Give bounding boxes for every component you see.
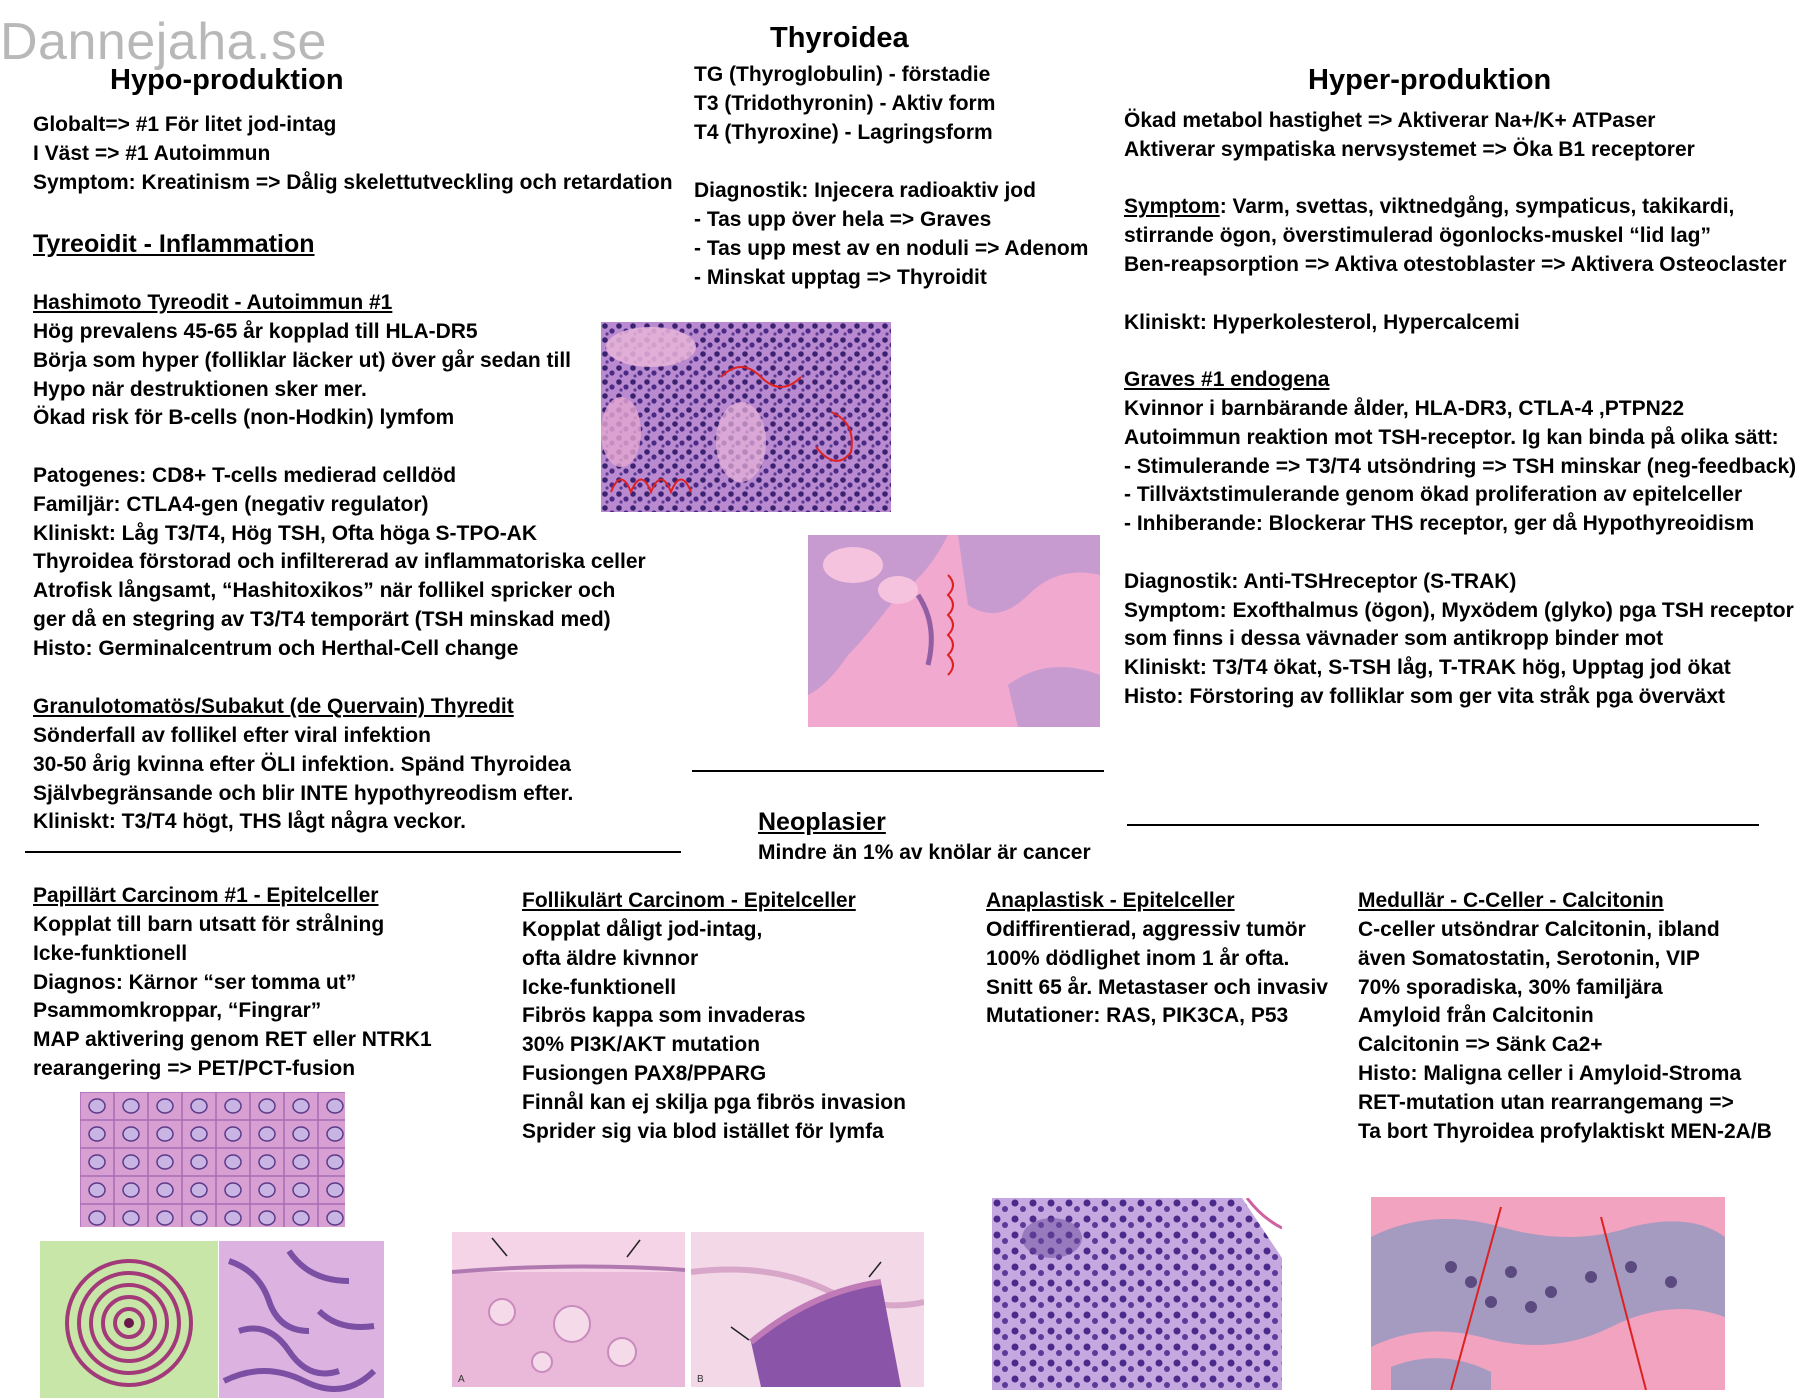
text-line: I Väst => #1 Autoimmun [33,141,271,165]
text-line: Sprider sig via blod istället för lymfa [522,1119,884,1143]
graves-title: Graves #1 endogena [1124,368,1330,391]
papillar-histology-svg-2 [219,1241,384,1398]
text-line: T4 (Thyroxine) - Lagringsform [694,120,993,144]
text-line: ofta äldre kivnnor [522,946,699,970]
text-line: Psammomkroppar, “Fingrar” [33,999,322,1023]
text-line: C-celler utsöndrar Calcitonin, ibland [1358,918,1720,941]
text-line: Icke-funktionell [522,975,677,999]
neoplasier-subtitle: Mindre än 1% av knölar är cancer [758,841,1091,864]
page-title: Thyroidea [770,22,909,54]
text-line: Diagnos: Kärnor “ser tomma ut” [33,970,357,994]
papillar-histology-svg-1 [80,1092,345,1227]
text-line: Ökad metabol hastighet => Aktiverar Na+/K+ ATPaser [1124,109,1656,132]
hashimoto-body [33,318,646,664]
text-line: Mutationer: RAS, PIK3CA, P53 [986,1004,1289,1028]
medullar-body [1358,916,1772,1146]
granulomatous-title: Granulotomatös/Subakut (de Quervain) Thyredit [33,695,514,718]
text-line: Atrofisk långsamt, “Hashitoxikos” när follikel spricker och [33,579,616,603]
tyreoidit-section-title: Tyreoidit - Inflammation [33,230,315,258]
hashimoto-histology-image [601,322,891,512]
anaplastisk-title: Anaplastisk - Epitelceller [986,889,1235,912]
text-line: - Inhiberande: Blockerar THS receptor, ger då Hypothyreoidism [1124,512,1755,536]
hyper-heading: Hyper-produktion [1308,64,1552,96]
separator-right [1127,824,1759,826]
hormones-list [694,61,995,147]
text-line [33,433,646,462]
text-line: stirrande ögon, överstimulerad ögonlocks-muskel “lid lag” [1124,224,1711,248]
text-line: - Stimulerande => T3/T4 utsöndring => TSH minskar (neg-feedback) [1124,454,1797,478]
text-line [1124,165,1787,194]
text-line: Ben-reapsorption => Aktiva otestoblaster => Aktivera Osteoclaster [1124,252,1787,276]
text-line: Amyloid från Calcitonin [1358,1004,1594,1028]
text-line: Familjär: CTLA4-gen (negativ regulator) [33,492,429,516]
text-line: Histo: Germinalcentrum och Herthal-Cell change [33,636,519,660]
text-line: - Tas upp över hela => Graves [694,208,992,231]
text-line: TG (Thyroglobulin) - förstadie [694,63,991,86]
text-line: Snitt 65 år. Metastaser och invasiv [986,975,1328,999]
text-line: Symptom: Varm, svettas, viktnedgång, sympaticus, takikardi, [1124,195,1735,219]
text-line: 30% PI3K/AKT mutation [522,1033,761,1057]
diagnostik-block [694,177,1036,206]
hashimoto-title: Hashimoto Tyreodit - Autoimmun #1 [33,291,393,314]
graves-histology-image [808,535,1100,727]
papillar-body [33,911,432,1084]
psammoma-body-image [40,1241,218,1398]
neoplasier-title: Neoplasier [758,808,886,836]
psammoma-body-svg [40,1241,218,1398]
follicular-histology-svg-a [452,1232,685,1387]
text-line: Kliniskt: T3/T4 ökat, S-TSH låg, T-TRAK hög, Upptag jod ökat [1124,656,1731,680]
medullary-histology-image [1371,1197,1725,1390]
text-line: Kliniskt: Hyperkolesterol, Hypercalcemi [1124,310,1520,334]
text-line: Symptom: Exofthalmus (ögon), Myxödem (glyko) pga TSH receptor [1124,598,1794,622]
text-line: Histo: Förstoring av folliklar som ger vita stråk pga överväxt [1124,684,1726,708]
text-line: Kliniskt: T3/T4 högt, THS lågt några veckor. [33,810,466,834]
text-line: Globalt=> #1 För litet jod-intag [33,113,337,136]
text-line: Sönderfall av follikel efter viral infektion [33,724,431,747]
text-line: Självbegränsande och blir INTE hypothyreodism efter. [33,781,574,805]
text-line: Finnål kan ej skilja pga fibrös invasion [522,1090,906,1114]
text-line: Icke-funktionell [33,941,188,965]
text-line: Börja som hyper (folliklar läcker ut) över går sedan till [33,348,572,372]
text-line: Kliniskt: Låg T3/T4, Hög TSH, Ofta höga S-TPO-AK [33,521,538,545]
medullary-histology-svg [1371,1197,1725,1390]
hypo-heading: Hypo-produktion [110,64,344,96]
text-line: Kvinnor i barnbärande ålder, HLA-DR3, CTLA-4 ,PTPN22 [1124,397,1685,420]
text-line: Odiffirentierad, aggressiv tumör [986,918,1306,941]
text-line: T3 (Tridothyronin) - Aktiv form [694,91,996,115]
hypo-intro [33,111,673,197]
text-line: Thyroidea förstorad och infiltererad av inflammatoriska celler [33,550,646,574]
text-line: rearangering => PET/PCT-fusion [33,1056,356,1080]
anaplastisk-body [986,916,1328,1031]
follicular-label-a: A [458,1374,465,1385]
granulomatous-body [33,722,573,837]
diagnostik-items [694,206,1088,292]
papillar-histology-image-2 [219,1241,384,1398]
anaplastic-histology-svg [992,1198,1282,1390]
papillar-histology-image-1 [80,1092,345,1227]
text-line: MAP aktivering genom RET eller NTRK1 [33,1028,432,1052]
follicular-histology-image-a [452,1232,685,1387]
text-line [1124,539,1796,568]
follikular-title: Follikulärt Carcinom - Epitelceller [522,889,856,912]
papillar-title: Papillärt Carcinom #1 - Epitelceller [33,884,379,907]
text-line: RET-mutation utan rearrangemang => [1358,1090,1734,1114]
text-line: Patogenes: CD8+ T-cells medierad celldöd [33,463,457,487]
text-line: Kopplat till barn utsatt för strålning [33,913,385,936]
text-line: Kopplat dåligt jod-intag, [522,918,763,941]
text-line: Ökad risk för B-cells (non-Hodkin) lymfom [33,406,455,430]
separator-left [25,851,681,853]
follicular-histology-image-b [691,1232,924,1387]
anaplastic-histology-image [992,1198,1282,1390]
text-line: Calcitonin => Sänk Ca2+ [1358,1033,1603,1057]
text-line: Hög prevalens 45-65 år kopplad till HLA-DR5 [33,320,478,343]
text-line: - Tillväxtstimulerande genom ökad proliferation av epitelceller [1124,483,1743,507]
text-line: - Tas upp mest av en noduli => Adenom [694,236,1089,260]
diagnostik-label: Diagnostik: [694,179,809,202]
text-line: Diagnostik: Anti-TSHreceptor (S-TRAK) [1124,569,1517,593]
follicular-label-b: B [697,1374,704,1385]
follikular-body [522,916,906,1146]
text-line: som finns i dessa vävnader som antikropp binder mot [1124,627,1664,651]
hyper-body [1124,107,1787,337]
hashimoto-histology-svg [601,322,891,512]
text-line: ger då en stegring av T3/T4 temporärt (TSH minskad med) [33,607,611,631]
text-line: Fibrös kappa som invaderas [522,1004,806,1028]
text-line: Histo: Maligna celler i Amyloid-Stroma [1358,1061,1742,1085]
text-line: Ta bort Thyroidea profylaktiskt MEN-2A/B [1358,1119,1772,1143]
text-line: Autoimmun reaktion mot TSH-receptor. Ig kan binda på olika sätt: [1124,425,1779,449]
text-line: Fusiongen PAX8/PPARG [522,1061,767,1085]
follicular-histology-svg-b [691,1232,924,1387]
text-line: Hypo när destruktionen sker mer. [33,377,367,401]
graves-body [1124,395,1796,712]
text-line: - Minskat upptag => Thyroidit [694,265,987,289]
text-line: 70% sporadiska, 30% familjära [1358,975,1663,999]
text-line: Aktiverar sympatiska nervsystemet => Öka B1 receptorer [1124,137,1695,161]
diagnostik-text: Injecera radioaktiv jod [808,179,1036,202]
separator-center [692,770,1104,772]
text-line [1124,280,1787,309]
text-line: 30-50 årig kvinna efter ÖLI infektion. Spänd Thyroidea [33,752,571,776]
watermark: Dannejaha.se [0,13,327,71]
text-line: Symptom: Kreatinism => Dålig skelettutveckling och retardation [33,170,673,194]
graves-histology-svg [808,535,1100,727]
text-line: även Somatostatin, Serotonin, VIP [1358,946,1700,970]
medullar-title: Medullär - C-Celler - Calcitonin [1358,889,1664,912]
text-line: 100% dödlighet inom 1 år ofta. [986,946,1290,970]
